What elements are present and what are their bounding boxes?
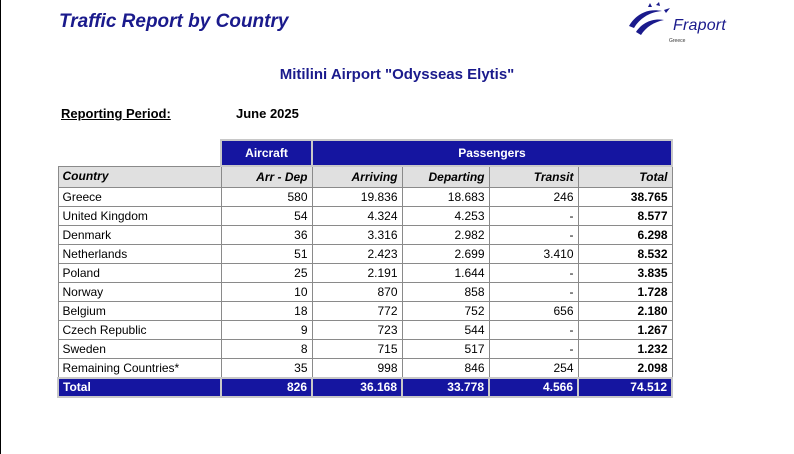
cell-arr-dep: 54: [221, 207, 312, 226]
report-title: Traffic Report by Country: [59, 11, 289, 32]
cell-arriving: 2.191: [312, 264, 402, 283]
cell-arr-dep: 8: [221, 340, 312, 359]
cell-arr-dep: 35: [221, 359, 312, 379]
cell-country: Poland: [58, 264, 221, 283]
column-header-row: [58, 166, 672, 188]
cell-departing: 846: [402, 359, 489, 379]
airport-title: Mitilini Airport "Odysseas Elytis": [279, 66, 515, 83]
cell-total: 3.835: [578, 264, 672, 283]
cell-total: 8.532: [578, 245, 672, 264]
cell-total: 38.765: [578, 188, 672, 207]
table-row: [58, 321, 672, 340]
totals-arriving: 36.168: [312, 378, 402, 397]
cell-arr-dep: 18: [221, 302, 312, 321]
group-header-blank: [58, 140, 221, 166]
cell-departing: 4.253: [402, 207, 489, 226]
table-row: [58, 359, 672, 379]
cell-departing: 752: [402, 302, 489, 321]
group-header-row: [58, 140, 672, 166]
cell-total: 1.728: [578, 283, 672, 302]
cell-arriving: 2.423: [312, 245, 402, 264]
col-header-transit: Transit: [489, 166, 578, 188]
cell-total: 1.232: [578, 340, 672, 359]
traffic-table: [57, 139, 673, 398]
cell-departing: 1.644: [402, 264, 489, 283]
totals-departing: 33.778: [402, 378, 489, 397]
cell-departing: 2.699: [402, 245, 489, 264]
col-header-arr-dep: Arr - Dep: [221, 166, 312, 188]
group-header-passengers: Passengers: [312, 140, 672, 166]
cell-country: Czech Republic: [58, 321, 221, 340]
totals-arr-dep: 826: [221, 378, 312, 397]
cell-total: 1.267: [578, 321, 672, 340]
totals-row: [58, 378, 672, 397]
cell-total: 2.098: [578, 359, 672, 379]
cell-total: 2.180: [578, 302, 672, 321]
cell-arriving: 772: [312, 302, 402, 321]
col-header-arriving: Arriving: [312, 166, 402, 188]
cell-arriving: 715: [312, 340, 402, 359]
cell-departing: 18.683: [402, 188, 489, 207]
fraport-swoosh-icon: [626, 2, 676, 42]
cell-transit: -: [489, 264, 578, 283]
col-header-country: Country: [58, 166, 221, 188]
cell-transit: -: [489, 283, 578, 302]
reporting-period-label: Reporting Period:: [61, 106, 171, 121]
totals-total: 74.512: [578, 378, 672, 397]
cell-total: 6.298: [578, 226, 672, 245]
logo-wordmark: Fraport: [673, 17, 726, 34]
cell-departing: 517: [402, 340, 489, 359]
cell-transit: 3.410: [489, 245, 578, 264]
cell-country: Belgium: [58, 302, 221, 321]
cell-arriving: 4.324: [312, 207, 402, 226]
table-row: [58, 302, 672, 321]
table-row: [58, 245, 672, 264]
col-header-total: Total: [578, 166, 672, 188]
reporting-period-value: June 2025: [236, 106, 299, 121]
cell-departing: 858: [402, 283, 489, 302]
cell-transit: -: [489, 226, 578, 245]
cell-arriving: 723: [312, 321, 402, 340]
cell-transit: 246: [489, 188, 578, 207]
table-row: [58, 283, 672, 302]
cell-total: 8.577: [578, 207, 672, 226]
cell-country: Norway: [58, 283, 221, 302]
group-header-aircraft: Aircraft: [221, 140, 312, 166]
logo-subtitle: Greece: [669, 38, 686, 44]
cell-country: Remaining Countries*: [58, 359, 221, 379]
col-header-departing: Departing: [402, 166, 489, 188]
cell-transit: -: [489, 340, 578, 359]
fraport-logo: [626, 2, 736, 46]
cell-transit: 656: [489, 302, 578, 321]
cell-arriving: 3.316: [312, 226, 402, 245]
cell-country: Netherlands: [58, 245, 221, 264]
cell-arr-dep: 10: [221, 283, 312, 302]
cell-arr-dep: 9: [221, 321, 312, 340]
totals-label: Total: [58, 378, 221, 397]
cell-transit: -: [489, 321, 578, 340]
cell-transit: -: [489, 207, 578, 226]
table-row: [58, 207, 672, 226]
cell-arr-dep: 580: [221, 188, 312, 207]
cell-departing: 544: [402, 321, 489, 340]
cell-arriving: 998: [312, 359, 402, 379]
cell-arriving: 870: [312, 283, 402, 302]
cell-arr-dep: 51: [221, 245, 312, 264]
cell-arr-dep: 25: [221, 264, 312, 283]
cell-country: Sweden: [58, 340, 221, 359]
table-row: [58, 340, 672, 359]
cell-transit: 254: [489, 359, 578, 379]
totals-transit: 4.566: [489, 378, 578, 397]
table-row: [58, 188, 672, 207]
table-row: [58, 226, 672, 245]
cell-country: United Kingdom: [58, 207, 221, 226]
cell-country: Greece: [58, 188, 221, 207]
cell-departing: 2.982: [402, 226, 489, 245]
cell-arriving: 19.836: [312, 188, 402, 207]
cell-country: Denmark: [58, 226, 221, 245]
cell-arr-dep: 36: [221, 226, 312, 245]
table-row: [58, 264, 672, 283]
